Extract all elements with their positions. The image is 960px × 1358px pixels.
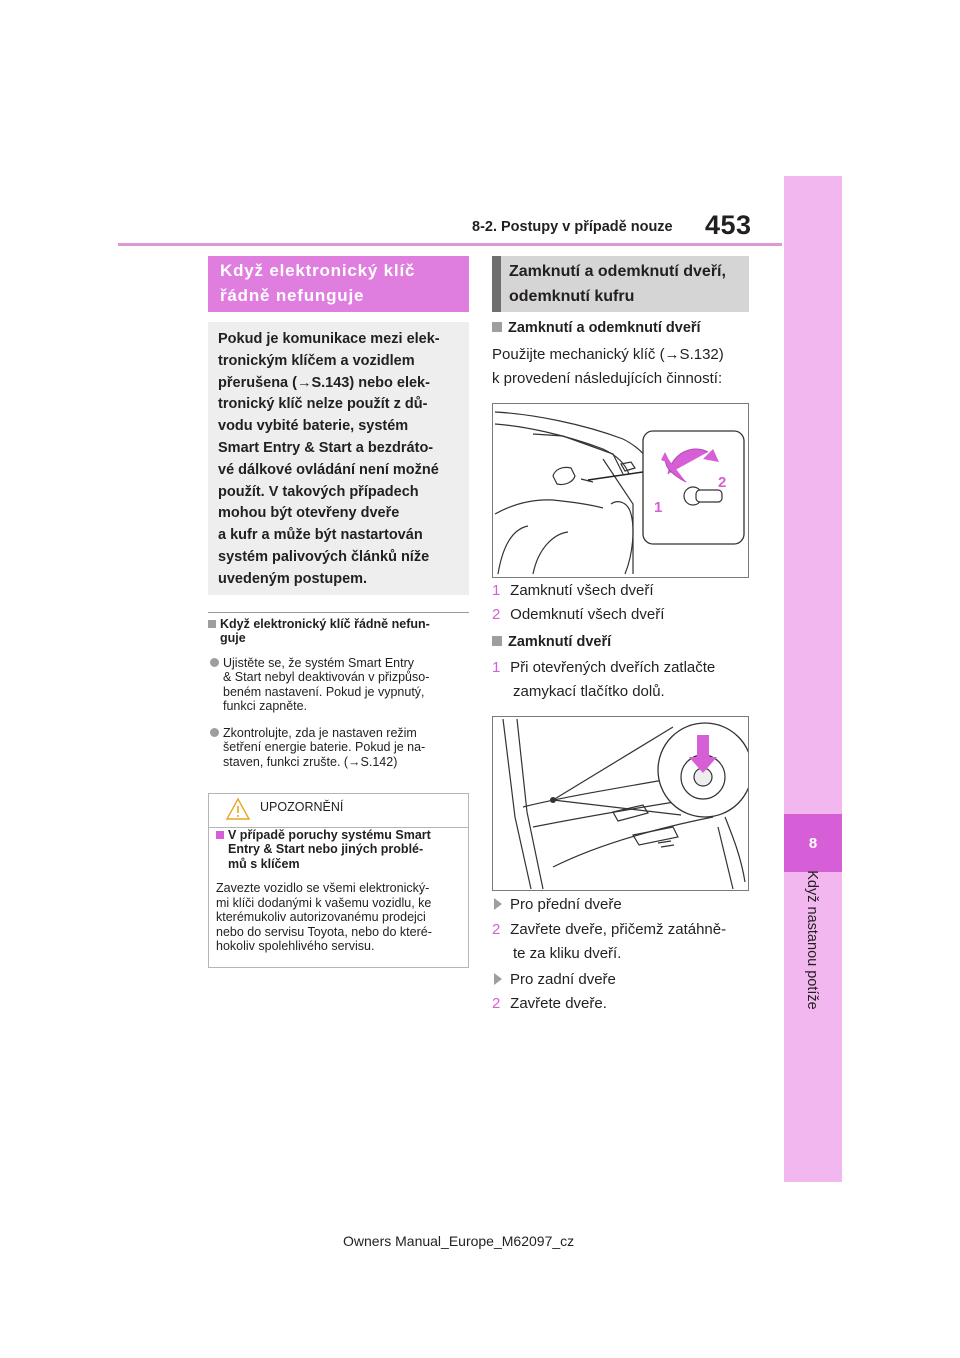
figure-label-1: 1 xyxy=(654,499,663,516)
square-bullet-icon xyxy=(492,322,502,332)
divider xyxy=(208,612,469,613)
arrow-bullet-icon xyxy=(494,973,502,985)
warning-heading: V případě poruchy systému Smart Entry & Start nebo jiných problé- mů s klíčem xyxy=(216,828,466,871)
intro-paragraph: Použijte mechanický klíč (→S.132) k provedení následujících činností: xyxy=(492,346,724,387)
square-bullet-icon xyxy=(208,620,216,628)
note-heading: Když elektronický klíč řádně nefun- guje xyxy=(208,617,470,645)
warning-title: UPOZORNĚNÍ xyxy=(260,800,344,814)
page-number: 453 xyxy=(705,210,752,240)
warning-body: Zavezte vozidlo se všemi elektronický- mi klíči dodanými k vašemu vozidlu, ke kterémukoliv autorizovanému prodejci nebo do servisu Toyota, nebo do které- hokoliv spolehlivého servisu. xyxy=(216,881,432,953)
figure-label-2: 2 xyxy=(718,474,727,491)
square-bullet-icon xyxy=(216,831,224,839)
header-rule xyxy=(118,243,782,246)
intro-box: Pokud je komunikace mezi elek- tronickým klíčem a vozidlem přerušena (→S.143) nebo elek- tronický klíč nelze použít z dů- vodu vybité baterie, systém Smart Entry & Start a bezdráto- vé dálkové ovládání není možné použít. V takových případech mohou být otevřeny dveře a kufr a může být nastartován systém palivových článků níže uvedeným postupem. xyxy=(208,322,469,595)
bullet-dot-icon xyxy=(210,728,219,737)
subheading-lock-doors: Zamknutí dveří xyxy=(492,634,611,650)
chapter-label: Když nastanou potíže xyxy=(804,870,820,1010)
list-item-unlock: 2 Odemknutí všech dveří xyxy=(492,606,665,623)
side-tab-band xyxy=(784,176,842,1182)
step-1: 1 Při otevřených dveřích zatlačte zamykací tlačítko dolů. xyxy=(492,659,716,700)
figure-door-key xyxy=(492,403,749,578)
right-section-heading: Zamknutí a odemknutí dveří, odemknutí kufru xyxy=(492,256,749,312)
bullet-item: Ujistěte se, že systém Smart Entry & Start nebyl deaktivován v přizpůso- beném nastavení. Pokud je vypnutý, funkci zapněte. xyxy=(208,656,470,713)
chapter-number-tab: 8 xyxy=(784,814,842,872)
arrow-bullet-icon xyxy=(494,898,502,910)
step-2-front: 2 Zavřete dveře, přičemž zatáhně- te za kliku dveří. xyxy=(492,921,727,962)
figure-door-lock-button xyxy=(492,716,749,891)
bullet-item: Zkontrolujte, zda je nastaven režim šetření energie baterie. Pokud je na- staven, funkci zrušte. (→S.142) xyxy=(208,726,470,769)
bullet-dot-icon xyxy=(210,658,219,667)
square-bullet-icon xyxy=(492,636,502,646)
list-item-lock: 1 Zamknutí všech dveří xyxy=(492,582,654,599)
warning-triangle-icon xyxy=(225,797,251,826)
footer-text: Owners Manual_Europe_M62097_cz xyxy=(343,1233,575,1249)
step-2-rear: 2 Zavřete dveře. xyxy=(492,995,607,1012)
subheading-lock-unlock: Zamknutí a odemknutí dveří xyxy=(492,320,701,336)
section-title: 8-2. Postupy v případě nouze xyxy=(472,219,673,235)
rear-door-label: Pro zadní dveře xyxy=(492,968,616,992)
front-door-label: Pro přední dveře xyxy=(492,893,622,917)
left-section-heading: Když elektronický klíč řádně nefunguje xyxy=(208,256,469,312)
